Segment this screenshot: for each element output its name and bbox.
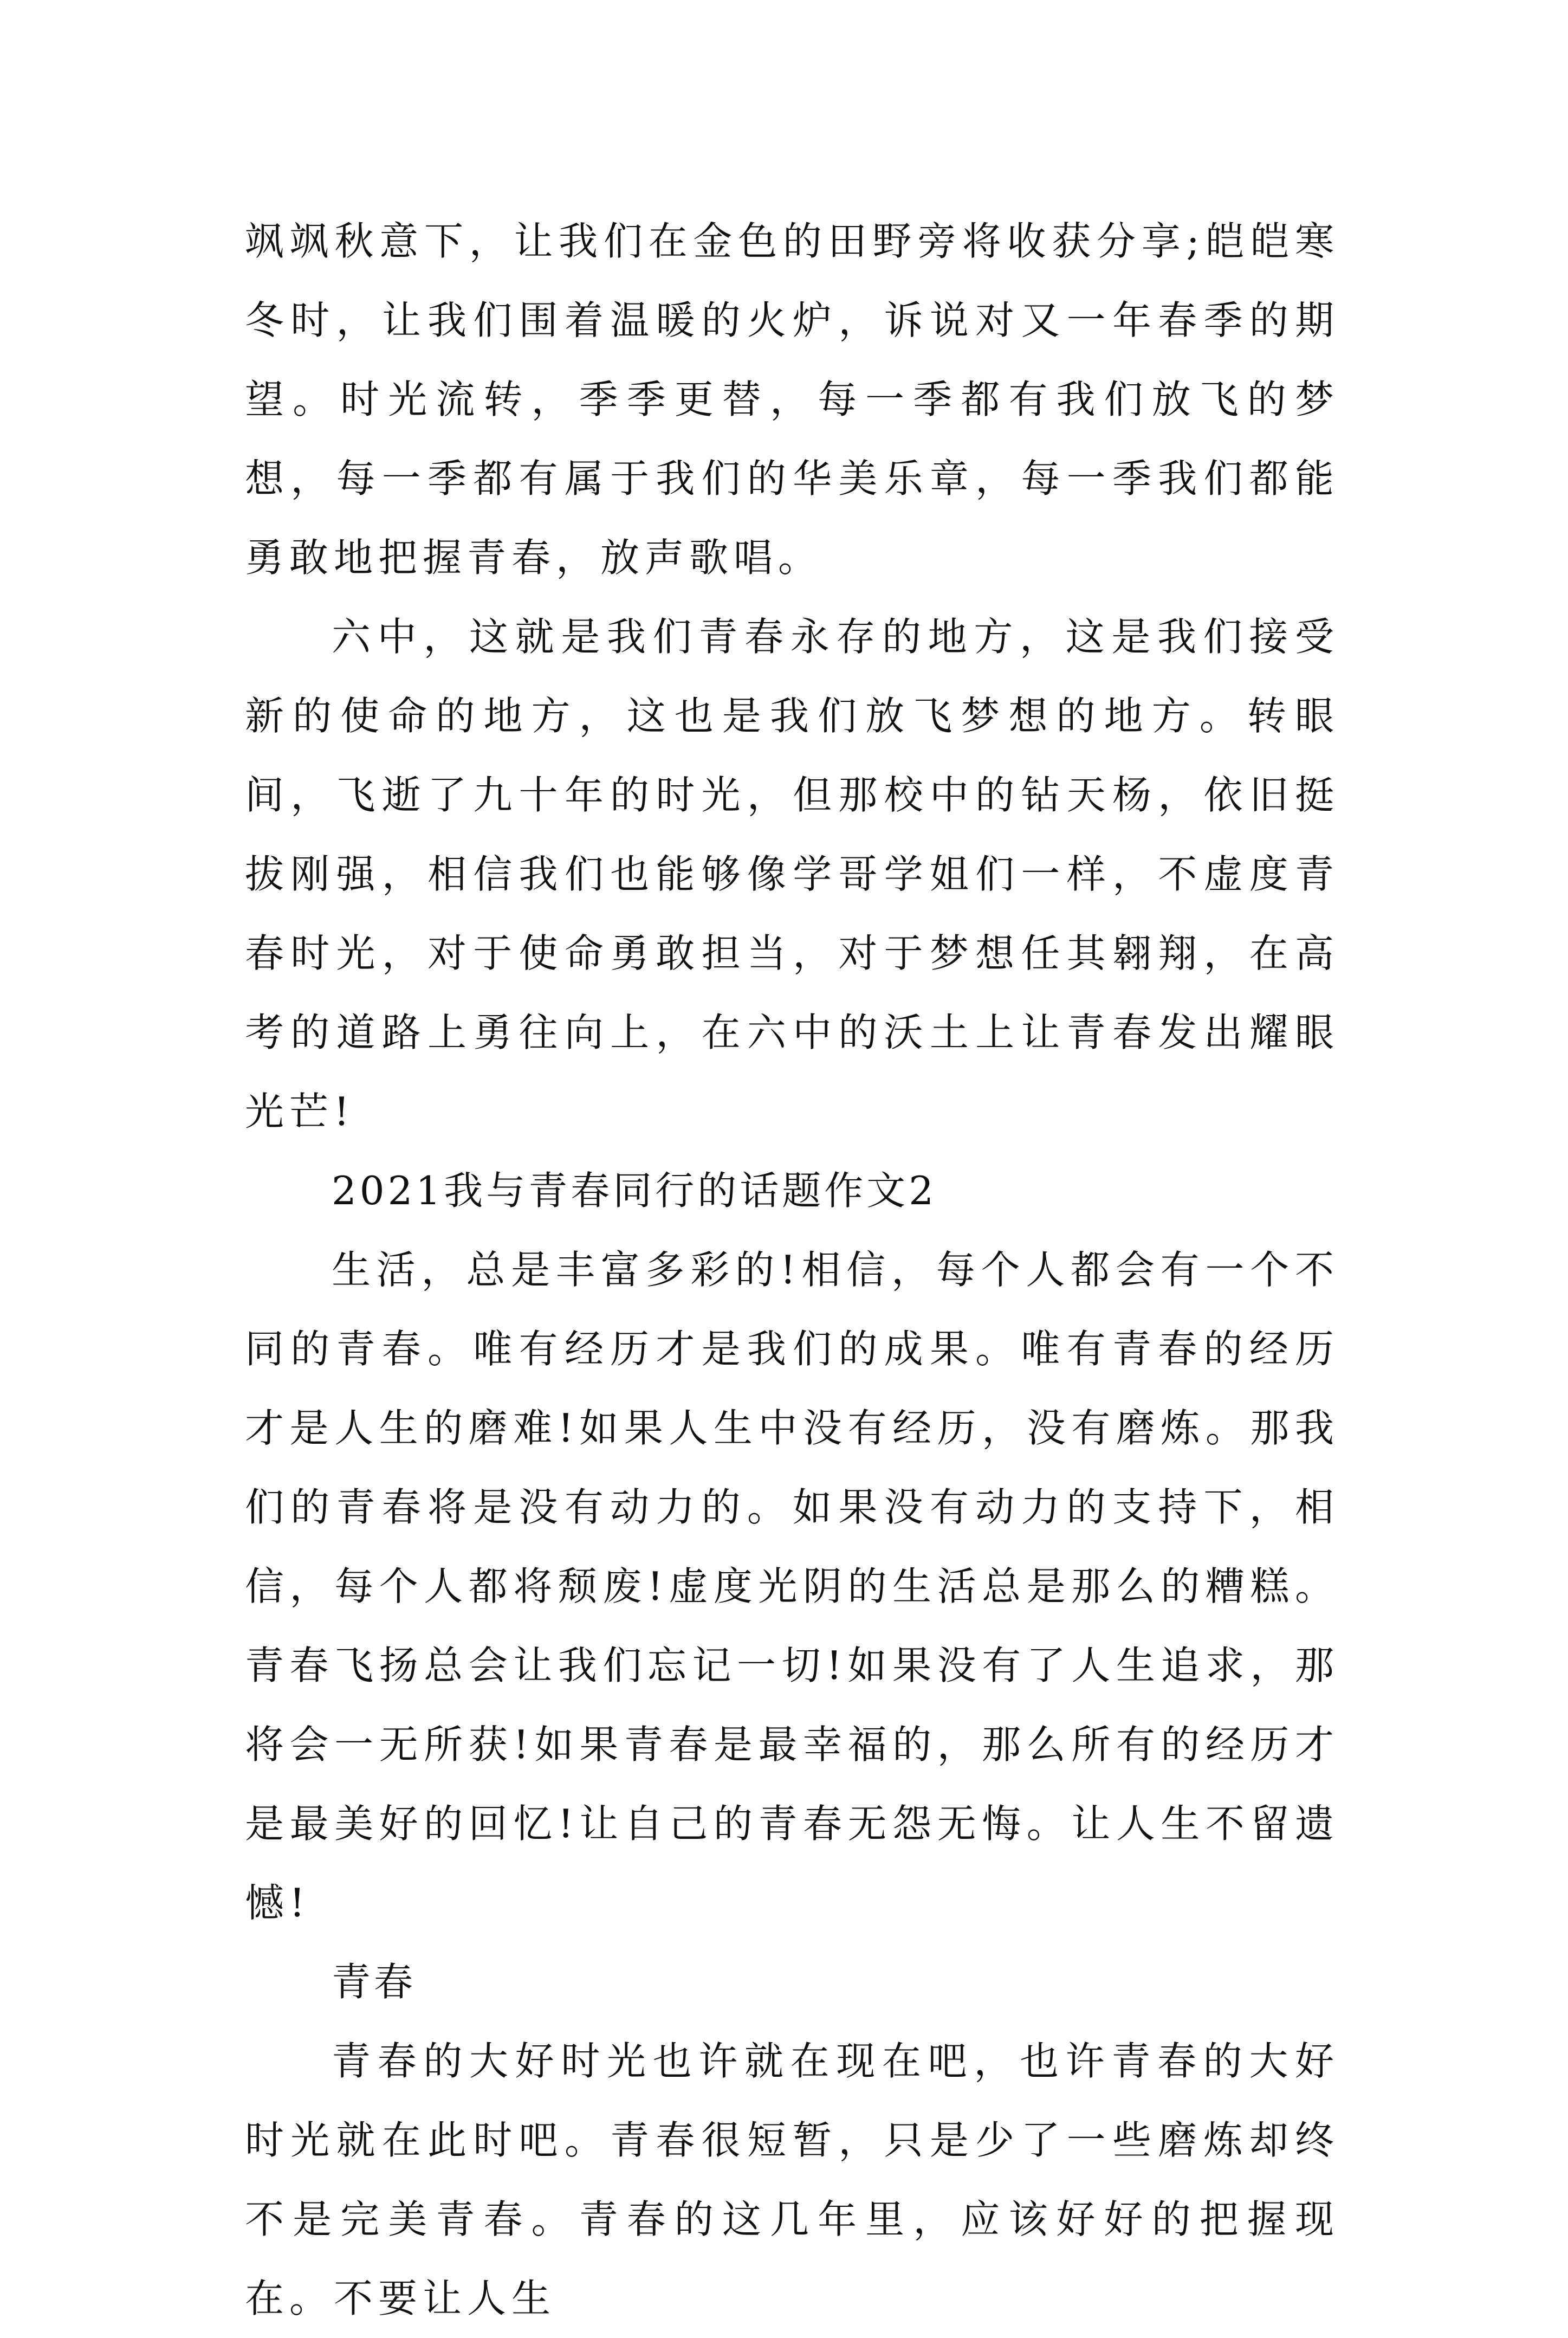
essay-title-2: 2021我与青春同行的话题作文2 — [332, 1168, 937, 1213]
paragraph-autumn-winter: 飒飒秋意下，让我们在金色的田野旁将收获分享;皑皑寒冬时，让我们围着温暖的火炉，诉说对又一年春季的期望。时光流转，季季更替，每一季都有我们放飞的梦想，每一季都有属于我们的华美乐章，每一季我们都能勇敢地把握青春，放声歌唱。 — [245, 218, 1339, 580]
paragraph-youth-time: 青春的大好时光也许就在现在吧，也许青春的大好时光就在此时吧。青春很短暂，只是少了一些磨炼却终不是完美青春。青春的这几年里，应该好好的把握现在。不要让人生 — [245, 2038, 1339, 2321]
essay-body — [245, 202, 1339, 2338]
section-title-youth: 青春 — [332, 1959, 417, 2005]
paragraph-life: 生活，总是丰富多彩的!相信，每个人都会有一个不同的青春。唯有经历才是我们的成果。唯有青春的经历才是人生的磨难!如果人生中没有经历，没有磨炼。那我们的青春将是没有动力的。如果没有动力的支持下，相信，每个人都将颓废!虚度光阴的生活总是那么的糟糕。青春飞扬总会让我们忘记一切!如果没有了人生追求，那将会一无所获!如果青春是最幸福的，那么所有的经历才是最美好的回忆!让自己的青春无怨无悔。让人生不留遗憾! — [245, 1247, 1339, 1926]
paragraph-liuzhong: 六中，这就是我们青春永存的地方，这是我们接受新的使命的地方，这也是我们放飞梦想的地方。转眼间，飞逝了九十年的时光，但那校中的钻天杨，依旧挺拔刚强，相信我们也能够像学哥学姐们一样，不虚度青春时光，对于使命勇敢担当，对于梦想任其翱翔，在高考的道路上勇往向上，在六中的沃土上让青春发出耀眼光芒! — [245, 614, 1339, 1134]
